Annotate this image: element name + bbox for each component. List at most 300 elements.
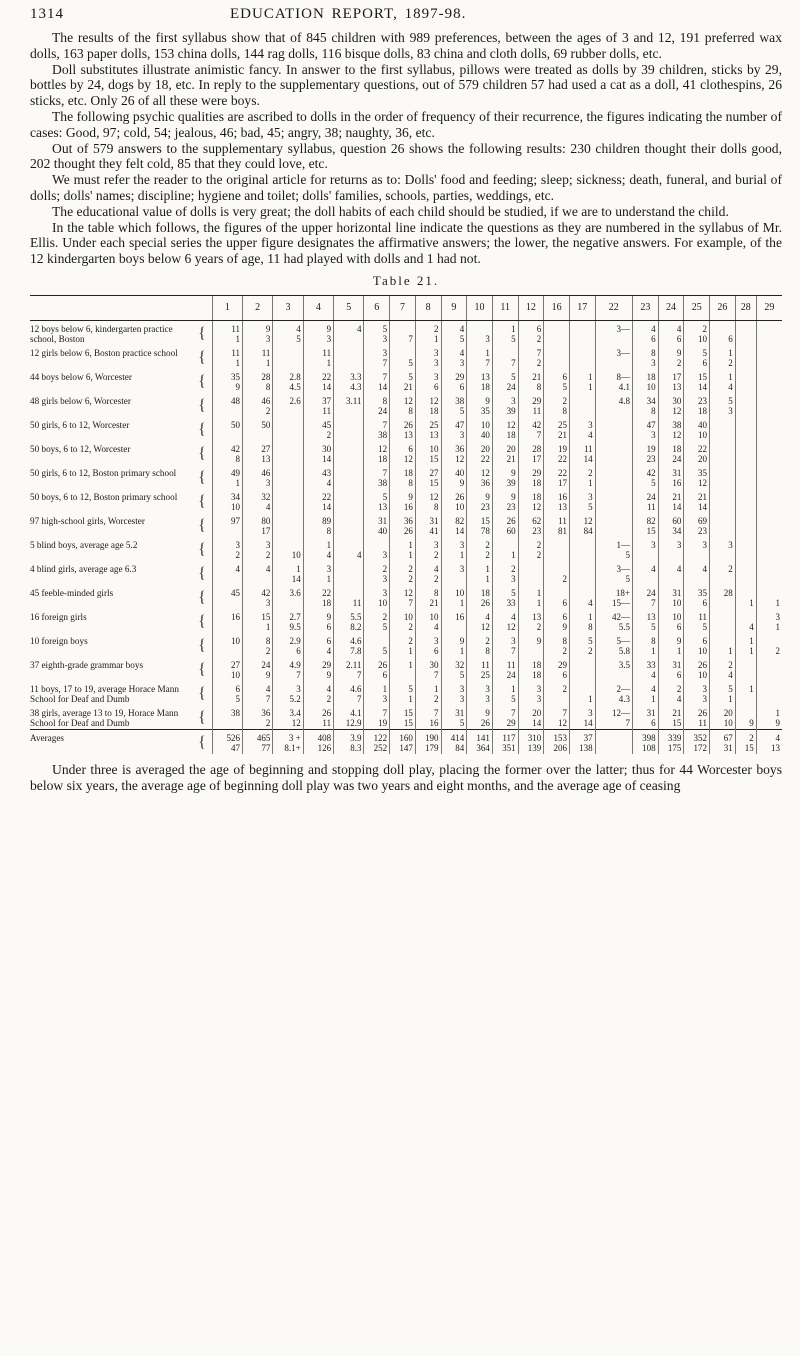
- table-cell: 18: [518, 670, 544, 681]
- table-cell: 14: [364, 382, 390, 393]
- table-cell: 1: [212, 334, 242, 345]
- table-cell: 8: [415, 502, 441, 513]
- table-cell: 10: [632, 382, 658, 393]
- row-label: 12 boys below 6, kindergarten practice school, Boston: [30, 323, 173, 345]
- running-header: [30, 6, 782, 30]
- table-cell: 46: [243, 393, 273, 407]
- table-cell: [569, 561, 595, 575]
- table-cell: [334, 441, 364, 455]
- table-cell: [735, 502, 756, 513]
- table-cell: 23: [492, 502, 518, 513]
- paragraph: Under three is averaged the age of beginning and stopping doll play, placing the former over the latter; thus for 44 Worcester boys below six years, the average age of beginning doll play was two years and eight months, and the average age of ceasing: [30, 761, 782, 793]
- table-cell: 3—: [595, 345, 632, 359]
- table-cell: 4: [756, 729, 782, 743]
- table-cell: 25: [467, 670, 493, 681]
- table-cell: 2: [243, 406, 273, 417]
- table-cell: [334, 489, 364, 503]
- table-cell: 34: [212, 489, 242, 503]
- table-cell: 16: [441, 609, 467, 623]
- table-cell: [334, 585, 364, 599]
- table-cell: [334, 334, 364, 345]
- table-cell: 3: [684, 537, 710, 551]
- table-cell: 1: [735, 633, 756, 647]
- table-cell: 2: [243, 718, 273, 729]
- table-cell: 1: [632, 646, 658, 657]
- table-cell: 1: [735, 681, 756, 695]
- table-cell: 339: [658, 729, 684, 743]
- table-cell: 1: [569, 478, 595, 489]
- table-cell: 3: [364, 550, 390, 561]
- table-cell: 21: [492, 454, 518, 465]
- table-cell: 29: [303, 657, 333, 671]
- table-row: [30, 609, 782, 623]
- table-cell: 8: [303, 526, 333, 537]
- table-cell: [595, 441, 632, 455]
- table-cell: 18: [658, 441, 684, 455]
- table-cell: 17: [243, 526, 273, 537]
- table-cell: 28: [518, 441, 544, 455]
- row-label: 50 boys, 6 to 12, Boston primary school: [30, 491, 178, 502]
- table-cell: 33: [632, 657, 658, 671]
- table-cell: [595, 334, 632, 345]
- table-cell: 3: [364, 334, 390, 345]
- table-cell: 1: [415, 681, 441, 695]
- table-cell: 3: [364, 694, 390, 705]
- table-cell: 35: [684, 465, 710, 479]
- table-cell: 6: [544, 598, 570, 609]
- table-cell: 3.6: [273, 585, 303, 599]
- table-cell: 1: [569, 609, 595, 623]
- table-cell: 4: [658, 320, 684, 334]
- table-cell: 19: [632, 441, 658, 455]
- table-cell: [710, 465, 736, 479]
- table-cell: [756, 489, 782, 503]
- table-cell: 31: [658, 585, 684, 599]
- table-cell: 26: [492, 513, 518, 527]
- table-row: [30, 441, 782, 455]
- table-cell: 1: [756, 705, 782, 719]
- table-cell: 38: [441, 393, 467, 407]
- table-cell: 12: [415, 393, 441, 407]
- table-cell: [212, 406, 242, 417]
- table-row: [30, 320, 782, 334]
- table-cell: [492, 537, 518, 551]
- table-cell: [441, 574, 467, 585]
- table-cell: [334, 513, 364, 527]
- table-cell: 14: [569, 718, 595, 729]
- table-cell: 10: [273, 550, 303, 561]
- table-cell: 8: [569, 622, 595, 633]
- table-cell: 13: [658, 382, 684, 393]
- table-cell: 3: [569, 705, 595, 719]
- table-cell: 9: [303, 670, 333, 681]
- table-cell: 3: [441, 681, 467, 695]
- table-cell: [756, 441, 782, 455]
- table-cell: 4: [303, 681, 333, 695]
- table-cell: 21: [390, 382, 416, 393]
- brace: {: [198, 684, 206, 702]
- table-cell: 10: [658, 598, 684, 609]
- table-cell: 1: [390, 537, 416, 551]
- table-cell: 10: [212, 502, 242, 513]
- table-cell: 3: [243, 598, 273, 609]
- table-cell: 9: [544, 622, 570, 633]
- table-cell: 12: [492, 417, 518, 431]
- page-number: 1314: [30, 6, 64, 22]
- row-label: 48 girls below 6, Worcester: [30, 395, 131, 406]
- table-cell: 4: [334, 320, 364, 334]
- column-header: 17: [569, 295, 595, 320]
- table-cell: 24: [364, 406, 390, 417]
- table-cell: 4: [684, 561, 710, 575]
- table-cell: 3: [243, 334, 273, 345]
- table-cell: 18: [364, 454, 390, 465]
- table-cell: 1: [735, 598, 756, 609]
- table-cell: 4.9: [273, 657, 303, 671]
- column-header: 1: [212, 295, 242, 320]
- table-cell: 9: [441, 633, 467, 647]
- table-cell: 24: [492, 670, 518, 681]
- table-cell: 84: [569, 526, 595, 537]
- table-cell: 29: [441, 369, 467, 383]
- table-cell: 18: [492, 430, 518, 441]
- table-cell: 12: [390, 454, 416, 465]
- table-cell: [756, 393, 782, 407]
- table-cell: 7: [544, 705, 570, 719]
- table-cell: 9: [467, 705, 493, 719]
- table-cell: [334, 526, 364, 537]
- table-cell: 6: [212, 681, 242, 695]
- table-cell: 42: [632, 465, 658, 479]
- table-cell: 38: [364, 478, 390, 489]
- table-cell: 11: [684, 609, 710, 623]
- table-cell: 5: [212, 694, 242, 705]
- table-cell: 6: [390, 441, 416, 455]
- table-cell: 3: [364, 585, 390, 599]
- table-cell: 4: [492, 609, 518, 623]
- row-label: 37 eighth-grade grammar boys: [30, 659, 144, 670]
- column-header: 24: [658, 295, 684, 320]
- table-cell: 31: [441, 705, 467, 719]
- table-cell: 310: [518, 729, 544, 743]
- table-cell: [710, 417, 736, 431]
- table-cell: 10: [658, 609, 684, 623]
- table-row: [30, 561, 782, 575]
- table-cell: 17: [518, 454, 544, 465]
- table-cell: 12: [467, 465, 493, 479]
- table-cell: 28: [710, 585, 736, 599]
- header-label-cell: [30, 295, 212, 320]
- table-cell: 2: [544, 574, 570, 585]
- table-cell: 36: [243, 705, 273, 719]
- row-label: 50 girls, 6 to 12, Boston primary school: [30, 467, 177, 478]
- table-cell: 22: [684, 441, 710, 455]
- table-cell: 12: [569, 513, 595, 527]
- table-cell: 17: [544, 478, 570, 489]
- table-cell: 12: [467, 622, 493, 633]
- table-cell: [334, 561, 364, 575]
- table-cell: 4: [441, 345, 467, 359]
- table-cell: 5: [364, 320, 390, 334]
- table-cell: 3: [492, 393, 518, 407]
- table-row: [30, 345, 782, 359]
- row-label: 5 blind boys, average age 5.2: [30, 539, 138, 550]
- table-cell: 7: [492, 646, 518, 657]
- table-cell: [735, 561, 756, 575]
- table-cell: [569, 320, 595, 334]
- table-cell: 19: [364, 718, 390, 729]
- table-cell: 2: [518, 358, 544, 369]
- column-header: 16: [544, 295, 570, 320]
- table-cell: [334, 478, 364, 489]
- table-cell: [334, 574, 364, 585]
- table-cell: [595, 489, 632, 503]
- table-cell: 1: [441, 646, 467, 657]
- table-cell: 206: [544, 743, 570, 754]
- table-cell: 11: [334, 598, 364, 609]
- table-cell: 12: [684, 478, 710, 489]
- table-cell: 14: [303, 454, 333, 465]
- table-cell: [756, 334, 782, 345]
- table-cell: 80: [243, 513, 273, 527]
- table-cell: 14: [569, 454, 595, 465]
- table-cell: 18: [632, 369, 658, 383]
- table-cell: 3: [441, 358, 467, 369]
- table-cell: 4: [735, 622, 756, 633]
- table-cell: [710, 574, 736, 585]
- table-cell: [735, 609, 756, 623]
- table-cell: 40: [467, 430, 493, 441]
- table-cell: 5: [273, 334, 303, 345]
- column-header: 28: [735, 295, 756, 320]
- table-cell: 138: [569, 743, 595, 754]
- table-cell: 10: [441, 502, 467, 513]
- table-cell: [595, 406, 632, 417]
- table-cell: 7: [415, 705, 441, 719]
- table-cell: 3: [441, 537, 467, 551]
- table-cell: 40: [684, 417, 710, 431]
- table-cell: 1: [756, 598, 782, 609]
- table-cell: 8: [632, 633, 658, 647]
- table-cell: [632, 550, 658, 561]
- table-cell: [735, 382, 756, 393]
- table-cell: [569, 657, 595, 671]
- table-cell: [273, 502, 303, 513]
- table-cell: 3—: [595, 320, 632, 334]
- table-cell: [273, 478, 303, 489]
- table-cell: [684, 550, 710, 561]
- table-cell: 5: [569, 502, 595, 513]
- table-cell: 15: [632, 526, 658, 537]
- table-cell: 7.8: [334, 646, 364, 657]
- table-cell: 1: [303, 574, 333, 585]
- table-cell: 11: [684, 718, 710, 729]
- table-cell: 4.1: [334, 705, 364, 719]
- table-cell: [756, 633, 782, 647]
- table-cell: [735, 369, 756, 383]
- table-cell: 1: [518, 585, 544, 599]
- table-cell: 21: [658, 489, 684, 503]
- table-cell: [710, 454, 736, 465]
- brace: {: [198, 468, 206, 486]
- table-cell: 1: [390, 694, 416, 705]
- table-cell: 3: [569, 417, 595, 431]
- table-cell: 5: [595, 550, 632, 561]
- table-cell: 5: [569, 633, 595, 647]
- table-cell: 10: [684, 670, 710, 681]
- table-cell: [467, 320, 493, 334]
- table-cell: 141: [467, 729, 493, 743]
- table-cell: 18: [467, 585, 493, 599]
- table-cell: 2: [569, 646, 595, 657]
- table-cell: 18: [390, 465, 416, 479]
- table-cell: 3: [569, 489, 595, 503]
- column-header: 9: [441, 295, 467, 320]
- table-cell: 45: [303, 417, 333, 431]
- table-cell: 10: [467, 417, 493, 431]
- table-cell: 11: [492, 657, 518, 671]
- table-cell: 21: [658, 705, 684, 719]
- table-cell: [756, 537, 782, 551]
- table-cell: [390, 670, 416, 681]
- table-row: [30, 465, 782, 479]
- table-cell: 2: [415, 574, 441, 585]
- column-header: 2: [243, 295, 273, 320]
- table-cell: 7: [364, 465, 390, 479]
- table-cell: 4: [273, 320, 303, 334]
- table-cell: 4: [212, 561, 242, 575]
- table-cell: 3: [243, 537, 273, 551]
- table-cell: 3.11: [334, 393, 364, 407]
- table-cell: 4.6: [334, 681, 364, 695]
- table-cell: 2: [415, 694, 441, 705]
- table-cell: 8: [243, 382, 273, 393]
- table-cell: 1: [467, 574, 493, 585]
- table-cell: 50: [243, 417, 273, 431]
- table-cell: 37: [569, 729, 595, 743]
- table-cell: 50: [212, 417, 242, 431]
- table-row: [30, 585, 782, 599]
- table-cell: 29: [518, 393, 544, 407]
- table-cell: [710, 633, 736, 647]
- table-cell: 1: [243, 358, 273, 369]
- table-cell: 1: [492, 320, 518, 334]
- row-label: 50 boys, 6 to 12, Worcester: [30, 443, 131, 454]
- table-cell: 23: [467, 502, 493, 513]
- table-cell: [595, 358, 632, 369]
- table-cell: [735, 574, 756, 585]
- table-cell: 97: [212, 513, 242, 527]
- table-cell: 69: [684, 513, 710, 527]
- table-cell: 6: [544, 369, 570, 383]
- table-cell: 18: [518, 657, 544, 671]
- table-cell: [756, 430, 782, 441]
- table-cell: 3: [492, 574, 518, 585]
- table-cell: 526: [212, 729, 242, 743]
- table-cell: 1: [467, 561, 493, 575]
- table-cell: [658, 574, 684, 585]
- table-row: [30, 489, 782, 503]
- table-cell: [710, 526, 736, 537]
- table-cell: [544, 561, 570, 575]
- table-cell: [544, 550, 570, 561]
- table-cell: 13: [390, 430, 416, 441]
- table-cell: [273, 358, 303, 369]
- table-cell: 6: [415, 382, 441, 393]
- paragraph: The following psychic qualities are ascribed to dolls in the order of frequency of their recurrence, the figures indicating the number of cases: Good, 97; cold, 54; jealous, 46; bad, 45; angry, 38; naughty, 36, etc.: [30, 108, 782, 140]
- table-cell: 1: [441, 550, 467, 561]
- table-cell: 13: [243, 454, 273, 465]
- table-cell: 40: [441, 465, 467, 479]
- brace: {: [198, 348, 206, 366]
- table-cell: 10: [684, 646, 710, 657]
- table-cell: 2: [364, 609, 390, 623]
- table-cell: 2: [212, 550, 242, 561]
- table-cell: 3: [415, 369, 441, 383]
- table-cell: [273, 417, 303, 431]
- table-cell: 10: [415, 609, 441, 623]
- table-cell: [756, 345, 782, 359]
- paragraph: In the table which follows, the figures of the upper horizontal line indicate the questions as they are numbered in the syllabus of Mr. Ellis. Under each special series the upper figure designates the affirmative answers; the lower, the negative answers. For example, of the 12 kindergarten boys below 6 years of age, 11 had played with dolls and 1 had not.: [30, 219, 782, 267]
- table-cell: 9: [467, 489, 493, 503]
- table-cell: 11: [303, 718, 333, 729]
- table-cell: 38: [212, 705, 242, 719]
- table-cell: [334, 417, 364, 431]
- table-cell: 2: [390, 561, 416, 575]
- table-cell: 78: [467, 526, 493, 537]
- table-cell: [735, 670, 756, 681]
- table-cell: 3: [632, 358, 658, 369]
- table-cell: 3: [441, 430, 467, 441]
- table-cell: 8: [390, 478, 416, 489]
- table-cell: 8: [467, 646, 493, 657]
- table-cell: 7: [364, 358, 390, 369]
- table-cell: [569, 393, 595, 407]
- column-header: 25: [684, 295, 710, 320]
- table-cell: 9: [518, 633, 544, 647]
- table-cell: 7: [390, 598, 416, 609]
- table-cell: 27: [415, 465, 441, 479]
- table-cell: 14: [303, 382, 333, 393]
- table-cell: 23: [518, 526, 544, 537]
- table-cell: 6: [544, 609, 570, 623]
- table-cell: [273, 526, 303, 537]
- table-cell: 35: [684, 585, 710, 599]
- table-cell: 3: [273, 681, 303, 695]
- table-cell: 7: [364, 417, 390, 431]
- table-cell: [735, 320, 756, 334]
- table-cell: 8: [390, 406, 416, 417]
- table-cell: 13: [544, 502, 570, 513]
- table-cell: 77: [243, 743, 273, 754]
- table-cell: 19: [544, 441, 570, 455]
- table-cell: 45: [212, 585, 242, 599]
- table-cell: 9: [303, 320, 333, 334]
- table-cell: 3: [243, 478, 273, 489]
- table-cell: [212, 574, 242, 585]
- table-cell: 35: [212, 369, 242, 383]
- table-cell: 8: [364, 393, 390, 407]
- table-cell: 6: [684, 633, 710, 647]
- table-cell: 4: [243, 502, 273, 513]
- table-cell: 5.2: [273, 694, 303, 705]
- table-cell: [595, 454, 632, 465]
- table-cell: 8: [212, 454, 242, 465]
- table-cell: 8: [518, 382, 544, 393]
- row-label: 16 foreign girls: [30, 611, 87, 622]
- table-cell: 2: [518, 622, 544, 633]
- table-cell: [273, 406, 303, 417]
